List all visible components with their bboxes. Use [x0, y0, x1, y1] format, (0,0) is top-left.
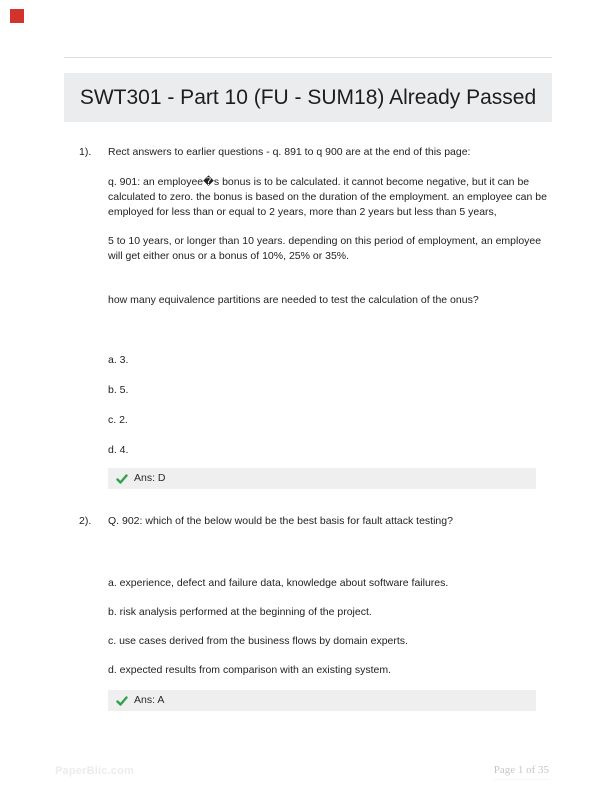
question-text: how many equivalence partitions are needed to test the calculation of the onus? — [108, 294, 479, 306]
question-header: Q. 902: which of the below would be the best basis for fault attack testing? — [108, 515, 453, 527]
question-block-2 — [79, 509, 552, 711]
top-divider — [64, 57, 552, 58]
watermark: PaperBlic.com — [55, 765, 135, 777]
document-content — [79, 140, 552, 711]
option-d: d. 4. — [108, 444, 129, 456]
check-icon — [116, 473, 128, 485]
answer-label: Ans: A — [134, 694, 165, 706]
red-marker — [10, 9, 24, 23]
option-b: b. 5. — [108, 384, 129, 396]
question-block-1 — [79, 140, 552, 489]
page-title: SWT301 - Part 10 (FU - SUM18) Already Passed — [79, 85, 537, 109]
option-d: d. expected results from comparison with an existing system. — [108, 664, 392, 676]
answer-label: Ans: D — [134, 472, 166, 484]
question-number: 1). — [79, 146, 92, 158]
answer-bar — [108, 690, 536, 711]
question-body — [108, 140, 552, 489]
check-icon — [116, 695, 128, 707]
question-header: Rect answers to earlier questions - q. 891 to q 900 are at the end of this page: — [108, 146, 471, 158]
question-paragraph: q. 901: an employee�s bonus is to be calculated. it cannot become negative, but it can be calculated to zero. the bonus is based on the duration of the employment. an employee can be employed for less than or equal to 2 years, more than 2 years but less than 5 years, — [108, 176, 547, 218]
question-paragraph: 5 to 10 years, or longer than 10 years. depending on this period of employment, an employee will get either onus or a bonus of 10%, 25% or 35%. — [108, 235, 542, 262]
answer-bar — [108, 468, 536, 489]
option-b: b. risk analysis performed at the beginning of the project. — [108, 606, 372, 618]
question-body — [108, 509, 552, 711]
question-number: 2). — [79, 515, 92, 527]
option-a: a. 3. — [108, 354, 129, 366]
option-a: a. experience, defect and failure data, knowledge about software failures. — [108, 577, 449, 589]
option-c: c. use cases derived from the business flows by domain experts. — [108, 635, 408, 647]
option-c: c. 2. — [108, 414, 128, 426]
title-banner — [64, 73, 552, 122]
page-number: Page 1 of 35 — [494, 764, 549, 780]
